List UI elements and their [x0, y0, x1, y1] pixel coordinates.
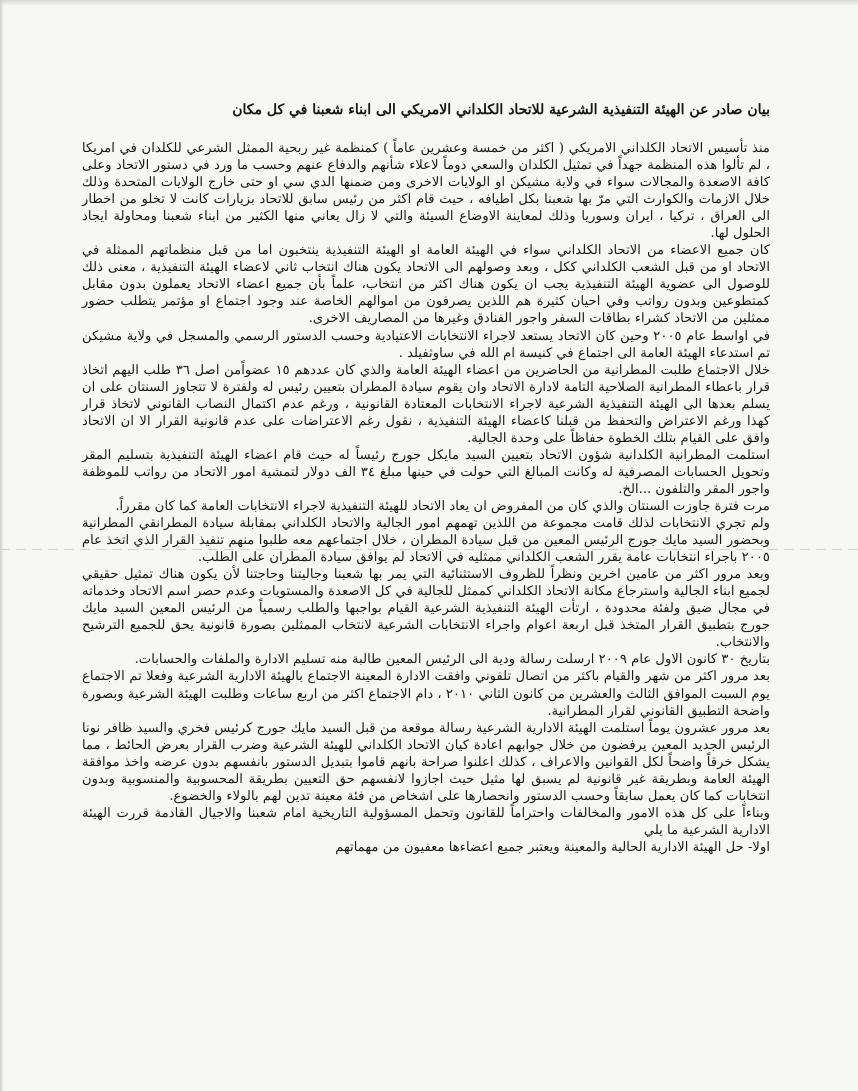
- paragraph: في اواسط عام ٢٠٠٥ وحين كان الاتحاد يستعد لاجراء الانتخابات الاعتيادية وحسب الدستور الرسمي والمسجل في ولاية مشيكن تم استدعاء الهيئة العامة الى اجتماع في كنيسة ام الله في ساوثفيلد .: [82, 328, 770, 361]
- paragraph: اولا- حل الهيئة الادارية الحالية والمعينة ويعتبر جميع اعضاءها معفيون من مهماتهم: [335, 839, 770, 855]
- document-body: [82, 140, 770, 856]
- paragraph: كان جميع الاعضاء من الاتحاد الكلداني سواء في الهيئة العامة او الهيئة التنفيذية ينتخبون اما من قبل منظماتهم الممثلة في الاتحاد او من قبل الشعب الكلداني ككل ، وبعد وصولهم الى الاتحاد يكون هناك انتخاب ثاني لاعضاء الهيئة التنفيذية ، معنى ذلك للوصول الى عضوية الهيئة التنفيذية يجب ان يكون هناك اكثر من انتخاب، علماً بأن جميع اعضاء الاتحاد يعملون بدون مقابل كمتطوعين وبدون رواتب وفي احيان كثيرة هم اللذين يصرفون من اموالهم الخاصة عند وجود اجتماع او مؤتمر يتطلب حضور ممثلين من الاتحاد كشراء بطاقات السفر واجور الفنادق وغيرها من المصاريف الاخرى.: [82, 243, 770, 327]
- paragraph: ولم تجري الانتخابات لذلك قامت مجموعة من اللذين تهمهم امور الجالية والاتحاد الكلداني بمقابلة سيادة المطرانقي المطرانية وبحضور السيد مايك جورج الرئيس المعين من قبل سيادة المطران ، خلال اجتماعهم معه طلبوا منهم تنفيذ القرار الذي اتخذ عام ٢٠٠٥ باجراء انتخابات عامة يقرر الشعب الكلداني ممثليه في الاتحاد لم يوافق سيادة المطران على الطلب.: [82, 516, 770, 566]
- paragraph: وبناءاً على كل هذه الامور والمخالفات واحتراماً للقانون وتحمل المسؤولية التاريخية امام شعبنا والاجيال القادمة قررت الهيئة الادارية الشرعية ما يلي: [82, 805, 770, 838]
- paragraph: خلال الاجتماع طلبت المطرانية من الحاضرين من اعضاء الهيئة العامة والذي كان عددهم ١٥ عضواًمن اصل ٣٦ طلب اليهم اتخاذ قرار باعطاء المطرانية الصلاحية التامة لادارة الاتحاد وان يقوم سيادة المطران بتعيين رئيس له ولفترة لا تتجاوز السنتان على ان يسلم بعدها الى الهيئة التنفيذية الشرعية لاجراء الانتخابات المعتادة القانونية ، ورغم عدم اكتمال النصاب القانوني لاتخاذ قرار كهذا ورغم الاعتراض والتحفظ من قبلنا كاعضاء الهيئة التنفيذية ، نقول رغم الاعتراضات على عدم قانونية القرار الا ان الاتحاد وافق على القيام بتلك الخطوة حفاظاً على وحدة الجالية.: [82, 362, 770, 446]
- scan-edge-top: [0, 0, 858, 6]
- paragraph: وبعد مرور اكثر من عامين اخرين ونظراً للظروف الاستثنائية التي يمر بها شعبنا وجاليتنا وحاجتنا لأن يكون هناك تمثيل حقيقي لجميع ابناء الجالية واسترجاع مكانة الاتحاد الكلداني كممثل للجالية في كل الاصعدة والمستويات وعدم حصر اسم الاتحاد وخدماته في مجال ضيق ولفئة محدودة ، ارتأت الهيئة التنفيذية الشرعية القيام بواجبها والطلب رسمياً من الرئيس المعين السيد مايك جورج بتطبيق القرار المتخذ قبل اربعة اعوام واجراء الانتخابات الشرعية لانتخاب الممثلين بصورة قانونية يحق للجميع الترشيح والانتخاب.: [82, 567, 770, 651]
- paragraph: بعد مرور اكثر من شهر والقيام باكثر من اتصال تلفوني وافقت الادارة المعينة الاجتماع بالهيئة الادارية الشرعية وفعلا تم الاجتماع يوم السبت الموافق الثالث والعشرين من كانون الثاني ٢٠١٠ ، دام الاجتماع اكثر من اربع ساعات وطلبت الهيئة الشرعية وبصورة واضحة التطبيق القانوني لقرار المطرانية.: [82, 669, 770, 719]
- paragraph: بتاريخ ٣٠ كانون الاول عام ٢٠٠٩ ارسلت رسالة ودية الى الرئيس المعين طالبة منه تسليم الادارة والملفات والحسابات.: [134, 652, 770, 668]
- document-title: بيان صادر عن الهيئة التنفيذية الشرعية للاتحاد الكلداني الامريكي الى ابناء شعبنا في كل مكان: [232, 102, 770, 118]
- paragraph: منذ تأسيس الاتحاد الكلداني الامريكي ( اكثر من خمسة وعشرين عاماً ) كمنظمة غير ربحية الممثل الشرعي للكلدان في امريكا ، لم تألوا هذه المنظمة جهداً في تمثيل الكلدان والسعي دوماً لاعلاء شأنهم والدفاع عنهم وحسب ما ورد في دستور الاتحاد وعلى كافة الاصعدة والمجالات سواء في ولاية مشيكن او الولايات الاخرى ومن ضمنها الدي سي او حتى خارج الولايات المتحدة وذلك خلال الازمات والكوارث التي مرّ بها شعبنا بكل اطيافه ، حيث قام اكثر من رئيس سابق للاتحاد بزيارات كانت لا تخلو من اخطار الى العراق ، تركيا ، ايران وسوريا وذلك لمعاينة الاوضاع السيئة والتي لا زال يعاني منها الكثير من ابناء شعبنا ومحاولة ايجاد الحلول لها.: [82, 141, 770, 242]
- statement-document: [82, 100, 770, 856]
- paragraph: استلمت المطرانية الكلدانية شؤون الاتحاد بتعيين السيد مايكل جورج رئيساً له حيث قام اعضاء الهيئة التنفيذية بتسليم المقر وتحويل الحسابات المصرفية له وكانت المبالغ التي حولت في حينها مبلغ ٣٤ الف دولار لتمشية امور الاتحاد من رواتب للموظفة واجور المقر والتلفون ...الخ.: [82, 447, 770, 497]
- paragraph: بعد مرور عشرون يوماً استلمت الهيئة الادارية الشرعية رسالة موقعة من قبل السيد مايك جورج كرئيس فخري والسيد ظافر نونا الرئيس الجديد المعين يرفضون من خلال جوابهم اعادة كيان الاتحاد الكلداني للهيئة الشرعية وضرب القرار بعرض الحائط ، مما يشكل خرقاً واضحاً لكل القوانين والاعراف ، كذلك اعلنوا صراحة بانهم قاموا بتبديل الدستور بانفسهم بدون عرضه واخذ موافقة الهيئة العامة وبطريقة غير قانونية لم يسبق لها مثيل حيث اجازوا لانفسهم حق التعيين بطريقة المحسوبية والمنسوبية وبدون انتخابات كما كان يعمل سابقاً وحسب الدستور وانحصارها على اشخاص من فئة معينة تدين لهم بالولاء والخضوع.: [82, 720, 770, 804]
- scan-edge-left: [0, 0, 4, 1091]
- paragraph: مرت فترة جاوزت السنتان والذي كان من المفروض ان يعاد الاتحاد للهيئة التنفيذية لاجراء الانتخابات العامة كما كان مقرراً.: [115, 498, 770, 514]
